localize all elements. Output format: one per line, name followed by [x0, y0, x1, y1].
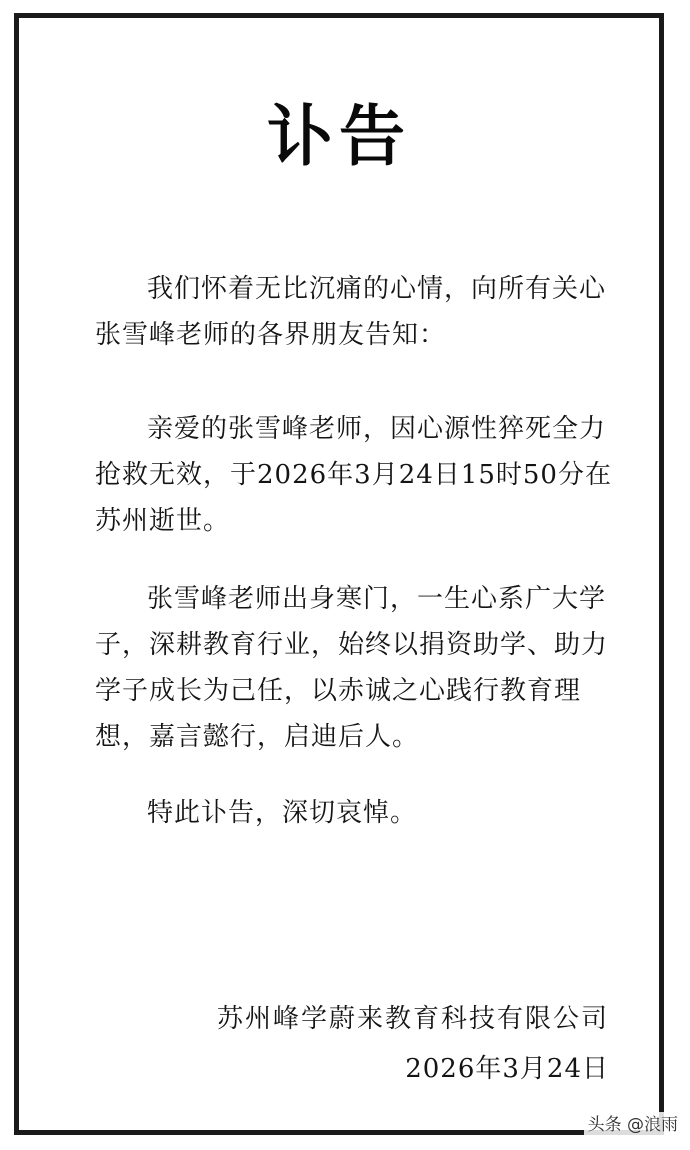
- document-date: 2026年3月24日: [405, 1054, 609, 1084]
- signer-organization: 苏州峰学蔚来教育科技有限公司: [216, 1004, 609, 1034]
- paragraph-intro: 我们怀着无比沉痛的心情，向所有关心张雪峰老师的各界朋友告知：: [95, 274, 607, 350]
- document-frame: [14, 13, 664, 1135]
- paragraph-announcement: 亲爱的张雪峰老师，因心源性猝死全力抢救无效，于2026年3月24日15时50分在苏州逝世。: [95, 414, 612, 536]
- paragraph-biography: 张雪峰老师出身寒门，一生心系广大学子，深耕教育行业，始终以捐资助学、助力学子成长为己任，以赤诚之心践行教育理想，嘉言懿行，启迪后人。: [95, 584, 609, 752]
- paragraph-closing: 特此讣告，深切哀悼。: [147, 798, 418, 828]
- document-title: 讣告: [267, 98, 411, 175]
- watermark-label: 头条 @浪雨: [584, 1112, 682, 1138]
